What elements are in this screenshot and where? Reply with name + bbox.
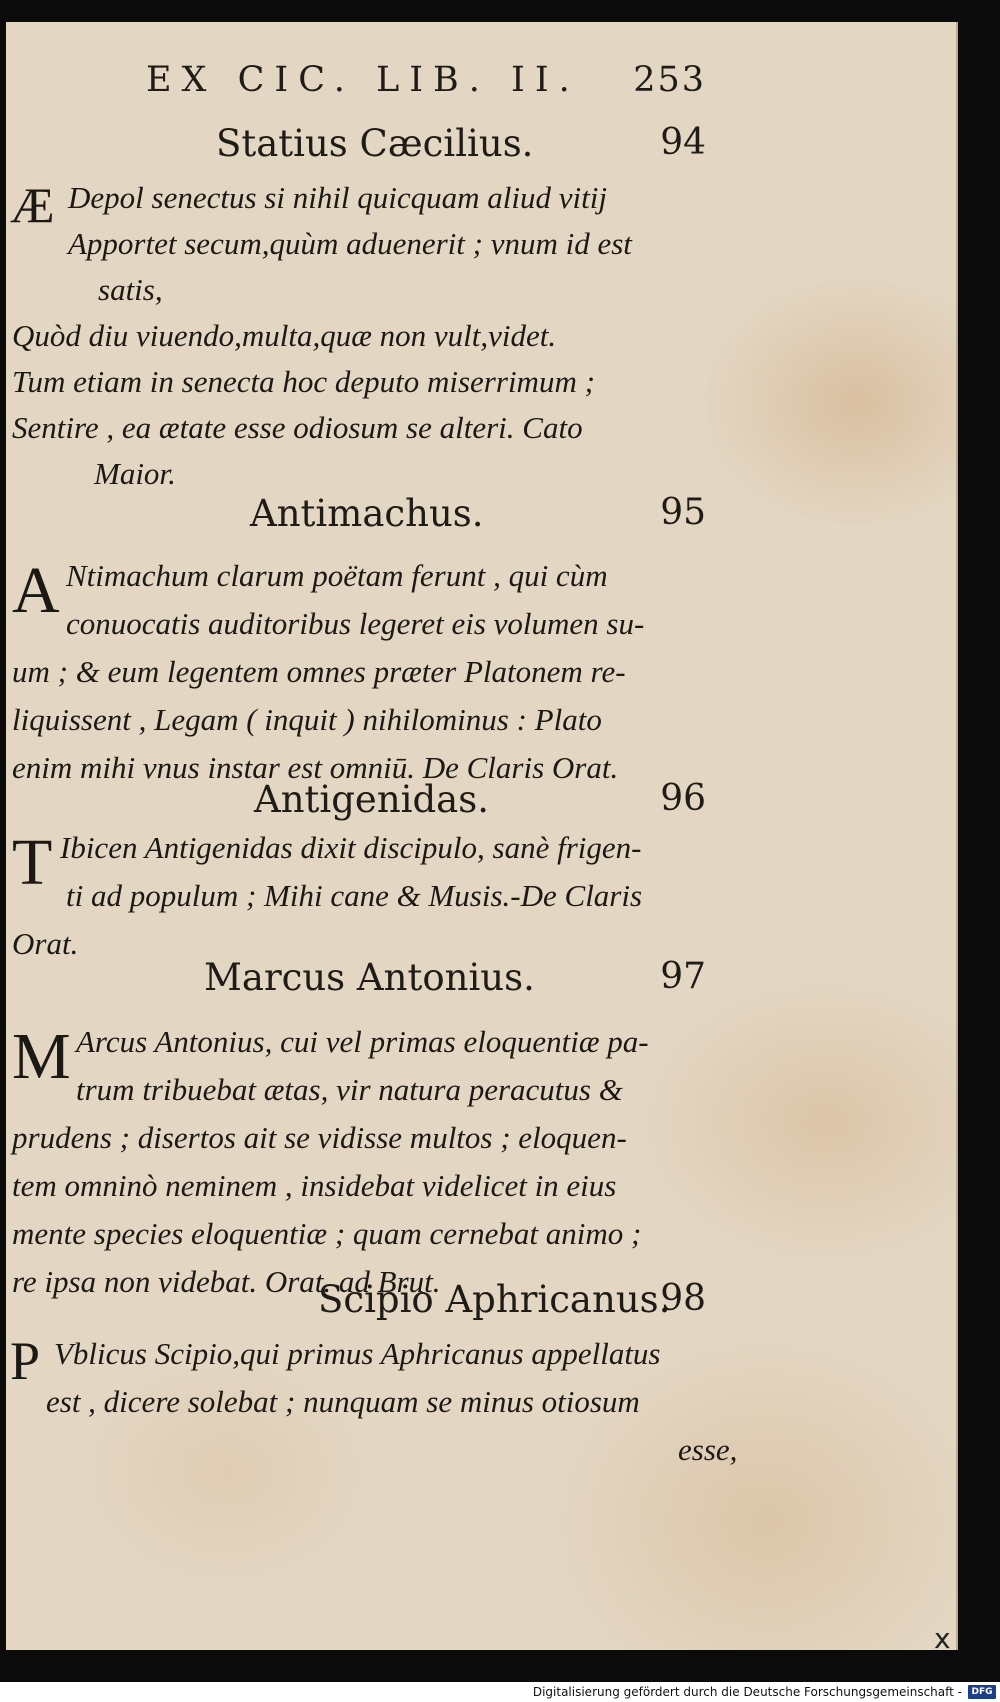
- text-line: um ; & eum legentem omnes præter Platonem re-: [12, 654, 626, 689]
- section-number: 95: [660, 492, 706, 533]
- section-number: 98: [660, 1278, 706, 1319]
- section-title: Antigenidas.: [254, 778, 489, 821]
- text-line: Arcus Antonius, cui vel primas eloquentiæ pa-: [76, 1024, 649, 1059]
- book-page: [6, 22, 958, 1655]
- corner-mark: x: [934, 1622, 951, 1655]
- section-heading: [6, 778, 706, 826]
- running-head: [146, 60, 706, 108]
- section-number: 96: [660, 778, 706, 819]
- text-line: re ipsa non videbat. Orat. ad Brut.: [12, 1264, 441, 1299]
- text-line: Quòd diu viuendo,multa,quæ non vult,videt.: [12, 318, 557, 353]
- text-line: Ntimachum clarum poëtam ferunt , qui cùm: [66, 558, 608, 593]
- text-line: Vblicus Scipio,qui primus Aphricanus appellatus: [54, 1336, 661, 1371]
- section-title: Antimachus.: [250, 492, 484, 535]
- text-line: Ibicen Antigenidas dixit discipulo, sanè frigen-: [60, 830, 642, 865]
- text-line: satis,: [98, 272, 163, 307]
- digitization-credit: [0, 1682, 1000, 1702]
- dfg-logo: DFG: [968, 1685, 996, 1699]
- text-line: Apportet secum,quùm aduenerit ; vnum id est: [68, 226, 632, 261]
- section-heading: [6, 122, 706, 170]
- text-line: Depol senectus si nihil quicquam aliud vitij: [68, 180, 607, 215]
- text-line: liquissent , Legam ( inquit ) nihilominus : Plato: [12, 702, 602, 737]
- text-line: prudens ; disertos ait se vidisse multos ; eloquen-: [12, 1120, 627, 1155]
- text-line: Maior.: [94, 456, 176, 491]
- initial-letter: P: [10, 1331, 41, 1391]
- text-line: trum tribuebat ætas, vir natura peracutus &: [76, 1072, 623, 1107]
- initial-letter: T: [12, 826, 53, 899]
- text-line: mente species eloquentiæ ; quam cernebat animo ;: [12, 1216, 642, 1251]
- text-line: est , dicere solebat ; nunquam se minus otiosum: [46, 1384, 640, 1419]
- section-heading: [6, 956, 706, 1004]
- section-title: Marcus Antonius.: [204, 956, 535, 999]
- initial-letter: Æ: [10, 177, 55, 233]
- text-line: enim mihi vnus instar est omniū. De Claris Orat.: [12, 750, 619, 785]
- running-head-text: EX CIC. LIB. II.: [146, 60, 580, 100]
- text-line: esse,: [678, 1432, 738, 1467]
- credit-text: Digitalisierung gefördert durch die Deutsche Forschungsgemeinschaft -: [532, 1685, 962, 1699]
- section-number: 97: [660, 956, 706, 997]
- page-folio: 253: [633, 60, 706, 100]
- text-line: tem omninò neminem , insidebat videlicet in eius: [12, 1168, 617, 1203]
- section-heading: [6, 1278, 706, 1326]
- initial-letter: A: [12, 554, 60, 627]
- text-line: Orat.: [12, 926, 79, 961]
- text-line: conuocatis auditoribus legeret eis volumen su-: [66, 606, 645, 641]
- initial-letter: M: [12, 1020, 71, 1093]
- text-line: Sentire , ea ætate esse odiosum se alteri. Cato: [12, 410, 583, 445]
- section-title: Statius Cæcilius.: [216, 122, 534, 165]
- text-line: ti ad populum ; Mihi cane & Musis.-De Claris: [66, 878, 643, 913]
- section-number: 94: [660, 122, 706, 163]
- section-heading: [6, 492, 706, 540]
- section-title: Scipio Aphricanus.: [318, 1278, 671, 1321]
- text-line: Tum etiam in senecta hoc deputo miserrimum ;: [12, 364, 595, 399]
